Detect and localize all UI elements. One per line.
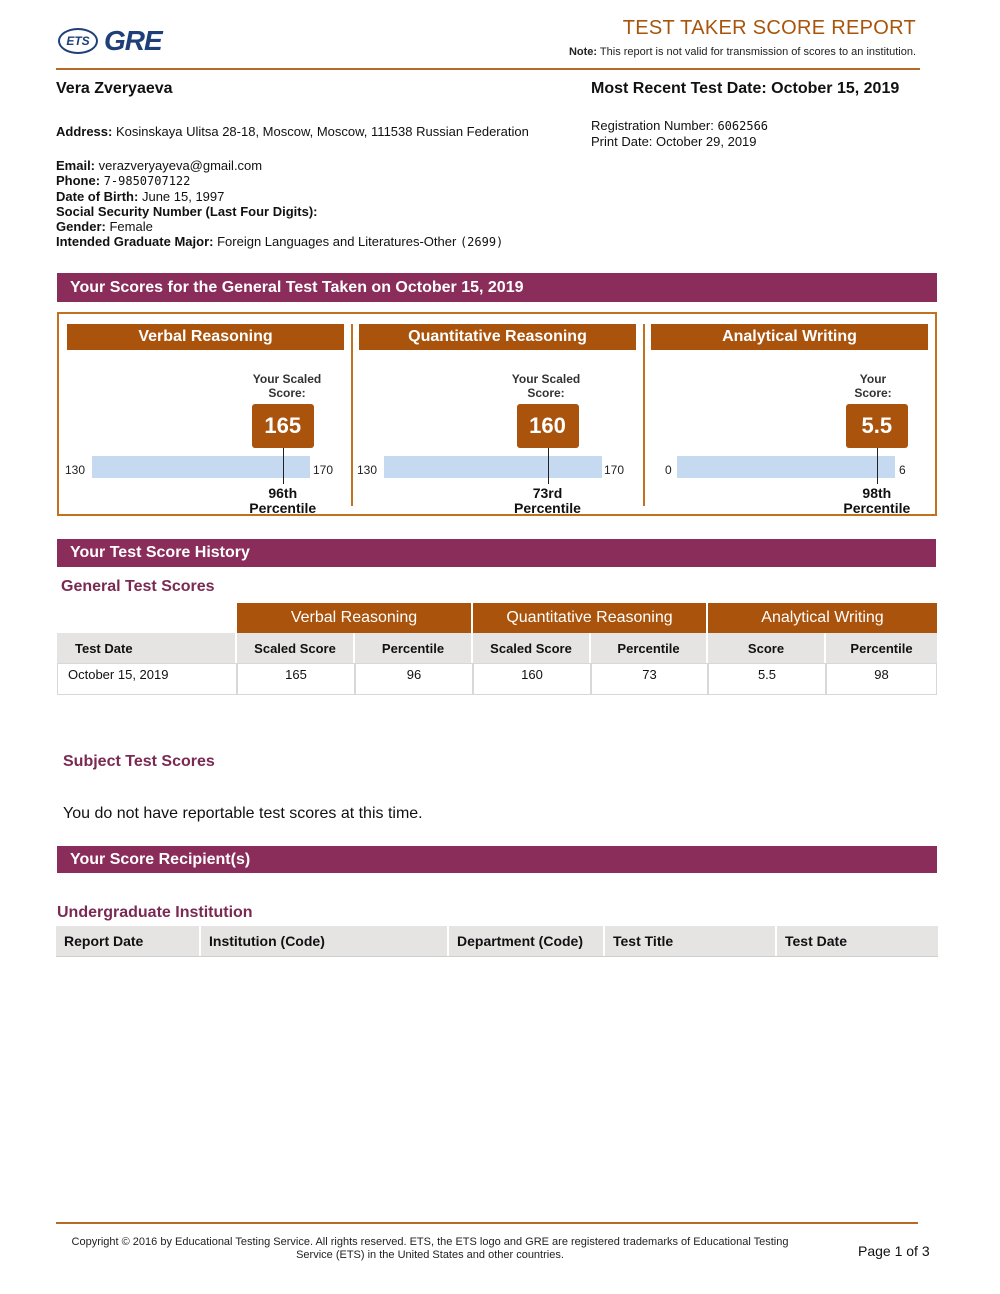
verbal-caption-line2: Score: xyxy=(268,386,306,400)
gender-line xyxy=(56,219,503,234)
dob-label: Date of Birth: xyxy=(56,189,139,204)
registration-label: Registration Number: xyxy=(591,118,714,133)
print-date-label: Print Date: xyxy=(591,134,653,149)
history-section-header: Your Test Score History xyxy=(57,539,936,567)
verbal-card-title: Verbal Reasoning xyxy=(67,324,344,350)
column-header: Percentile xyxy=(591,633,708,663)
registration-line xyxy=(591,118,768,134)
writing-min-label: 0 xyxy=(665,463,672,477)
table-cell: October 15, 2019 xyxy=(57,663,237,695)
column-header: Score xyxy=(708,633,826,663)
most-recent-test-date: Most Recent Test Date: October 15, 2019 xyxy=(591,80,900,97)
subject-scores-heading: Subject Test Scores xyxy=(63,753,215,770)
scores-section-header: Your Scores for the General Test Taken on October 15, 2019 xyxy=(57,273,937,302)
report-note xyxy=(569,46,916,58)
verbal-score-card xyxy=(65,324,344,516)
ets-logo: ETS xyxy=(58,28,98,54)
major-value: Foreign Languages and Literatures-Other xyxy=(217,234,457,249)
recipients-table-header xyxy=(56,926,938,957)
writing-caption-line2: Score: xyxy=(854,386,892,400)
quant-card-title: Quantitative Reasoning xyxy=(359,324,636,350)
address-label: Address: xyxy=(56,124,113,139)
page-number: Page 1 of 3 xyxy=(858,1243,930,1259)
ets-gre-logo xyxy=(58,24,162,58)
column-header: Test Title xyxy=(605,926,777,956)
verbal-min-label: 130 xyxy=(65,463,86,477)
writing-score-marker xyxy=(877,448,879,484)
card-separator xyxy=(351,324,353,506)
report-title: TEST TAKER SCORE REPORT xyxy=(622,17,916,39)
column-header: Test Date xyxy=(777,926,938,956)
email-label: Email: xyxy=(56,158,96,173)
column-header: Institution (Code) xyxy=(201,926,449,956)
registration-info xyxy=(591,118,768,149)
verbal-percentile-label: Percentile xyxy=(249,500,317,516)
note-label: Note: xyxy=(568,46,598,58)
table-group-writing: Analytical Writing xyxy=(708,603,937,633)
email-value: verazveryayeva@gmail.com xyxy=(98,158,263,173)
table-row xyxy=(57,663,937,695)
general-scores-heading: General Test Scores xyxy=(61,578,215,595)
writing-score-bar xyxy=(677,456,895,478)
quant-score-card xyxy=(357,324,636,516)
quant-min-label: 130 xyxy=(357,463,378,477)
contact-details xyxy=(56,158,503,250)
verbal-score-badge: 165 xyxy=(252,404,314,448)
print-date-value: October 29, 2019 xyxy=(656,134,757,149)
undergrad-heading: Undergraduate Institution xyxy=(57,904,253,921)
copyright-notice: Copyright © 2016 by Educational Testing Service. All rights reserved. ETS, the ETS logo and GRE are registered trademarks of Educational Testing Service (ETS) in the United States and other countries. xyxy=(71,1236,789,1261)
header-divider xyxy=(56,68,920,70)
card-separator xyxy=(643,324,645,506)
subject-scores-message: You do not have reportable test scores at this time. xyxy=(63,805,423,822)
verbal-score-caption xyxy=(237,372,337,400)
quant-score-bar xyxy=(384,456,602,478)
writing-percentile-value: 98th xyxy=(862,485,892,501)
candidate-name: Vera Zveryaeva xyxy=(56,80,173,97)
column-header: Scaled Score xyxy=(473,633,591,663)
writing-score-card xyxy=(651,324,928,516)
dob-value: June 15, 1997 xyxy=(141,189,225,204)
ssn-line xyxy=(56,204,503,219)
quant-score-marker xyxy=(548,448,550,484)
ssn-label: Social Security Number (Last Four Digits): xyxy=(56,204,318,219)
verbal-percentile-value: 96th xyxy=(268,485,298,501)
column-header: Department (Code) xyxy=(449,926,605,956)
quant-caption-line1: Your Scaled xyxy=(511,372,581,386)
note-text: This report is not valid for transmission of scores to an institution. xyxy=(599,46,916,58)
major-label: Intended Graduate Major: xyxy=(56,234,214,249)
quant-percentile xyxy=(498,486,598,516)
gender-value: Female xyxy=(109,219,153,234)
score-summary-box xyxy=(57,312,937,516)
column-header: Test Date xyxy=(57,633,237,663)
column-header: Percentile xyxy=(355,633,473,663)
major-line xyxy=(56,234,503,250)
general-scores-table xyxy=(57,603,937,695)
major-code: (2699) xyxy=(459,235,504,249)
writing-score-caption xyxy=(823,372,923,400)
quant-percentile-label: Percentile xyxy=(514,500,581,516)
table-cell: 98 xyxy=(826,663,937,695)
table-cell: 160 xyxy=(473,663,591,695)
column-header: Scaled Score xyxy=(237,633,355,663)
verbal-percentile xyxy=(233,486,333,516)
footer-divider xyxy=(56,1222,918,1224)
writing-percentile-label: Percentile xyxy=(843,500,911,516)
verbal-score-marker xyxy=(283,448,285,484)
email-line xyxy=(56,158,503,173)
quant-max-label: 170 xyxy=(604,463,625,477)
table-cell: 165 xyxy=(237,663,355,695)
phone-label: Phone: xyxy=(56,173,101,188)
column-header: Report Date xyxy=(56,926,201,956)
verbal-score-bar xyxy=(92,456,310,478)
table-group-quant: Quantitative Reasoning xyxy=(473,603,706,633)
registration-number: 6062566 xyxy=(717,119,769,133)
quant-caption-line2: Score: xyxy=(527,386,565,400)
table-cell: 73 xyxy=(591,663,708,695)
quant-score-caption xyxy=(496,372,596,400)
phone-value: 7-9850707122 xyxy=(103,174,191,188)
gender-label: Gender: xyxy=(56,219,106,234)
address-value: Kosinskaya Ulitsa 28-18, Moscow, Moscow, 111538 Russian Federation xyxy=(115,124,529,139)
verbal-caption-line1: Your Scaled xyxy=(252,372,322,386)
writing-max-label: 6 xyxy=(899,463,906,477)
quant-score-badge: 160 xyxy=(517,404,579,448)
dob-line xyxy=(56,189,503,204)
print-date-line xyxy=(591,134,768,149)
recipients-section-header: Your Score Recipient(s) xyxy=(57,846,937,873)
writing-caption-line1: Your xyxy=(859,372,887,386)
table-header-row xyxy=(57,633,937,663)
verbal-max-label: 170 xyxy=(313,463,334,477)
quant-percentile-value: 73rd xyxy=(532,485,563,501)
writing-score-badge: 5.5 xyxy=(846,404,908,448)
writing-percentile xyxy=(827,486,927,516)
writing-card-title: Analytical Writing xyxy=(651,324,928,350)
phone-line xyxy=(56,173,503,189)
address-line xyxy=(56,124,529,139)
gre-logo: GRE xyxy=(104,25,162,56)
table-cell: 5.5 xyxy=(708,663,826,695)
table-cell: 96 xyxy=(355,663,473,695)
column-header: Percentile xyxy=(826,633,937,663)
table-group-verbal: Verbal Reasoning xyxy=(237,603,471,633)
